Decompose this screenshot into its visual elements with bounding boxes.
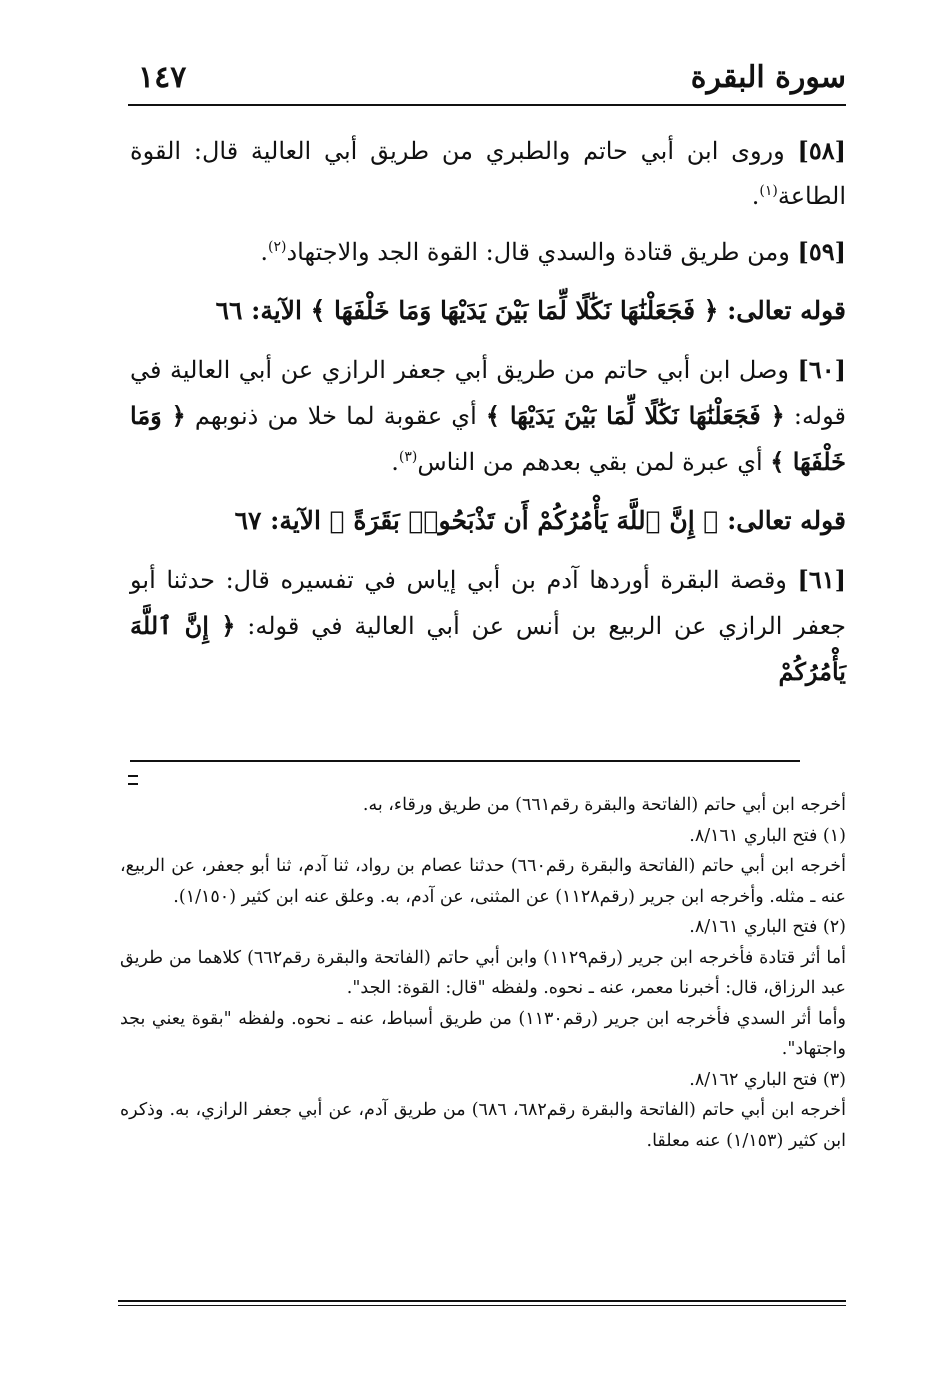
- footnote-marker: (٣): [398, 449, 418, 465]
- quran-verse: ﴿ وَمَا خَلْفَهَا ﴾: [130, 401, 846, 476]
- paragraph-text: أي عقوبة لما خلا من ذنوبهم: [185, 402, 486, 430]
- bottom-rule: [118, 1305, 846, 1306]
- paragraph-59: [130, 229, 846, 275]
- page-number: ١٤٧: [138, 60, 187, 95]
- bottom-rule: [118, 1300, 846, 1302]
- quran-verse: ﴿ فَجَعَلْنَٰهَا نَكَٰلًا لِّمَا بَيْنَ يَدَيْهَا ﴾: [485, 401, 785, 430]
- footnote-2-body: وأما أثر السدي فأخرجه ابن جرير (رقم١١٣٠) من طريق أسباط، عنه ـ نحوه. ولفظه "بقوة يعني بجد واجتهاد".: [120, 1008, 846, 1059]
- footnote-2-body: أما أثر قتادة فأخرجه ابن جرير (رقم١١٢٩) وابن أبي حاتم (الفاتحة والبقرة رقم٦٦٢) كلاهما من طريق عبد الرزاق، قال: أخبرنا معمر، عنه ـ نحوه. ولفظه "قال: القوة: الجد".: [120, 947, 846, 998]
- footnote-separator: [130, 760, 800, 762]
- paragraph-end: .: [751, 182, 760, 210]
- quran-verse: ﴿ إِنَّ ٱللَّهَ يَأْمُرُكُمْ أَن تَذْبَحُوا۟ بَقَرَةً ﴾: [329, 506, 719, 535]
- heading-lead: قوله تعالى:: [718, 506, 846, 535]
- footnote-marker: (١): [759, 183, 778, 199]
- paragraph-text: أي عبرة لمن بقي بعدهم من الناس: [417, 448, 771, 476]
- paragraph-text: وقصة البقرة أوردها آدم بن أبي إياس في تفسيره قال: حدثنا أبو جعفر الرازي عن الربيع بن أنس عن أبي العالية في قوله:: [130, 566, 846, 640]
- paragraph-text: وصل ابن أبي حاتم من طريق أبي جعفر الرازي عن أبي العالية في قوله:: [130, 356, 846, 430]
- footnote-3-body: أخرجه ابن أبي حاتم (الفاتحة والبقرة رقم٦٨٢، ٦٨٦) من طريق آدم، عن أبي جعفر الرازي، به. وذكره ابن كثير (١/١٥٣) عنه معلقا.: [120, 1100, 846, 1151]
- reference-number: [٥٨]: [797, 136, 846, 165]
- paragraph-61: [130, 557, 846, 695]
- running-title: سورة البقرة: [690, 60, 846, 95]
- footnote-3-heading: (٣) فتح الباري ٨/١٦٢.: [689, 1069, 846, 1090]
- reference-number: [٦٠]: [797, 355, 846, 384]
- main-text: [130, 128, 846, 695]
- paragraph-text: وروى ابن أبي حاتم والطبري من طريق أبي العالية قال: القوة الطاعة: [130, 137, 846, 210]
- footnote-2-heading: (٢) فتح الباري ٨/١٦١.: [689, 917, 846, 937]
- footnote-continuation: أخرجه ابن أبي حاتم (الفاتحة والبقرة رقم٦٦١) من طريق ورقاء، به.: [362, 795, 846, 815]
- heading-tail: الآية: ٦٦: [215, 296, 311, 325]
- page-header: [120, 60, 846, 104]
- reference-number: [٥٩]: [797, 237, 846, 266]
- footnote-marker: (٢): [268, 239, 287, 255]
- paragraph-end: .: [391, 448, 399, 476]
- heading-lead: قوله تعالى:: [718, 296, 846, 325]
- quran-verse: ﴿ فَجَعَلْنَٰهَا نَكَٰلًا لِّمَا بَيْنَ يَدَيْهَا وَمَا خَلْفَهَا ﴾: [310, 296, 719, 325]
- verse-heading-67: [130, 497, 846, 545]
- paragraph-60: [130, 347, 846, 485]
- footnote-1-body: أخرجه ابن أبي حاتم (الفاتحة والبقرة رقم٦٦٠) حدثنا عصام بن رواد، ثنا آدم، ثنا أبو جعفر، عن الربيع، عنه ـ مثله. وأخرجه ابن جرير (رقم١١٢٨) عن المثنى، عن آدم، به. وعلق عنه ابن كثير (١/١٥٠).: [120, 856, 846, 907]
- paragraph-58: [130, 128, 846, 219]
- footnotes: [120, 790, 846, 1156]
- quran-verse: ﴿ إِنَّ ٱللَّهَ يَأْمُرُكُمْ: [130, 611, 846, 686]
- heading-tail: الآية: ٦٧: [234, 506, 330, 535]
- reference-number: [٦١]: [797, 565, 846, 594]
- verse-heading-66: [130, 287, 846, 335]
- paragraph-end: .: [260, 238, 269, 266]
- footnote-1-heading: (١) فتح الباري ٨/١٦١.: [689, 825, 846, 846]
- continuation-mark: [128, 775, 138, 785]
- paragraph-text: ومن طريق قتادة والسدي قال: القوة الجد والاجتهاد: [286, 238, 790, 266]
- header-rule: [128, 104, 846, 106]
